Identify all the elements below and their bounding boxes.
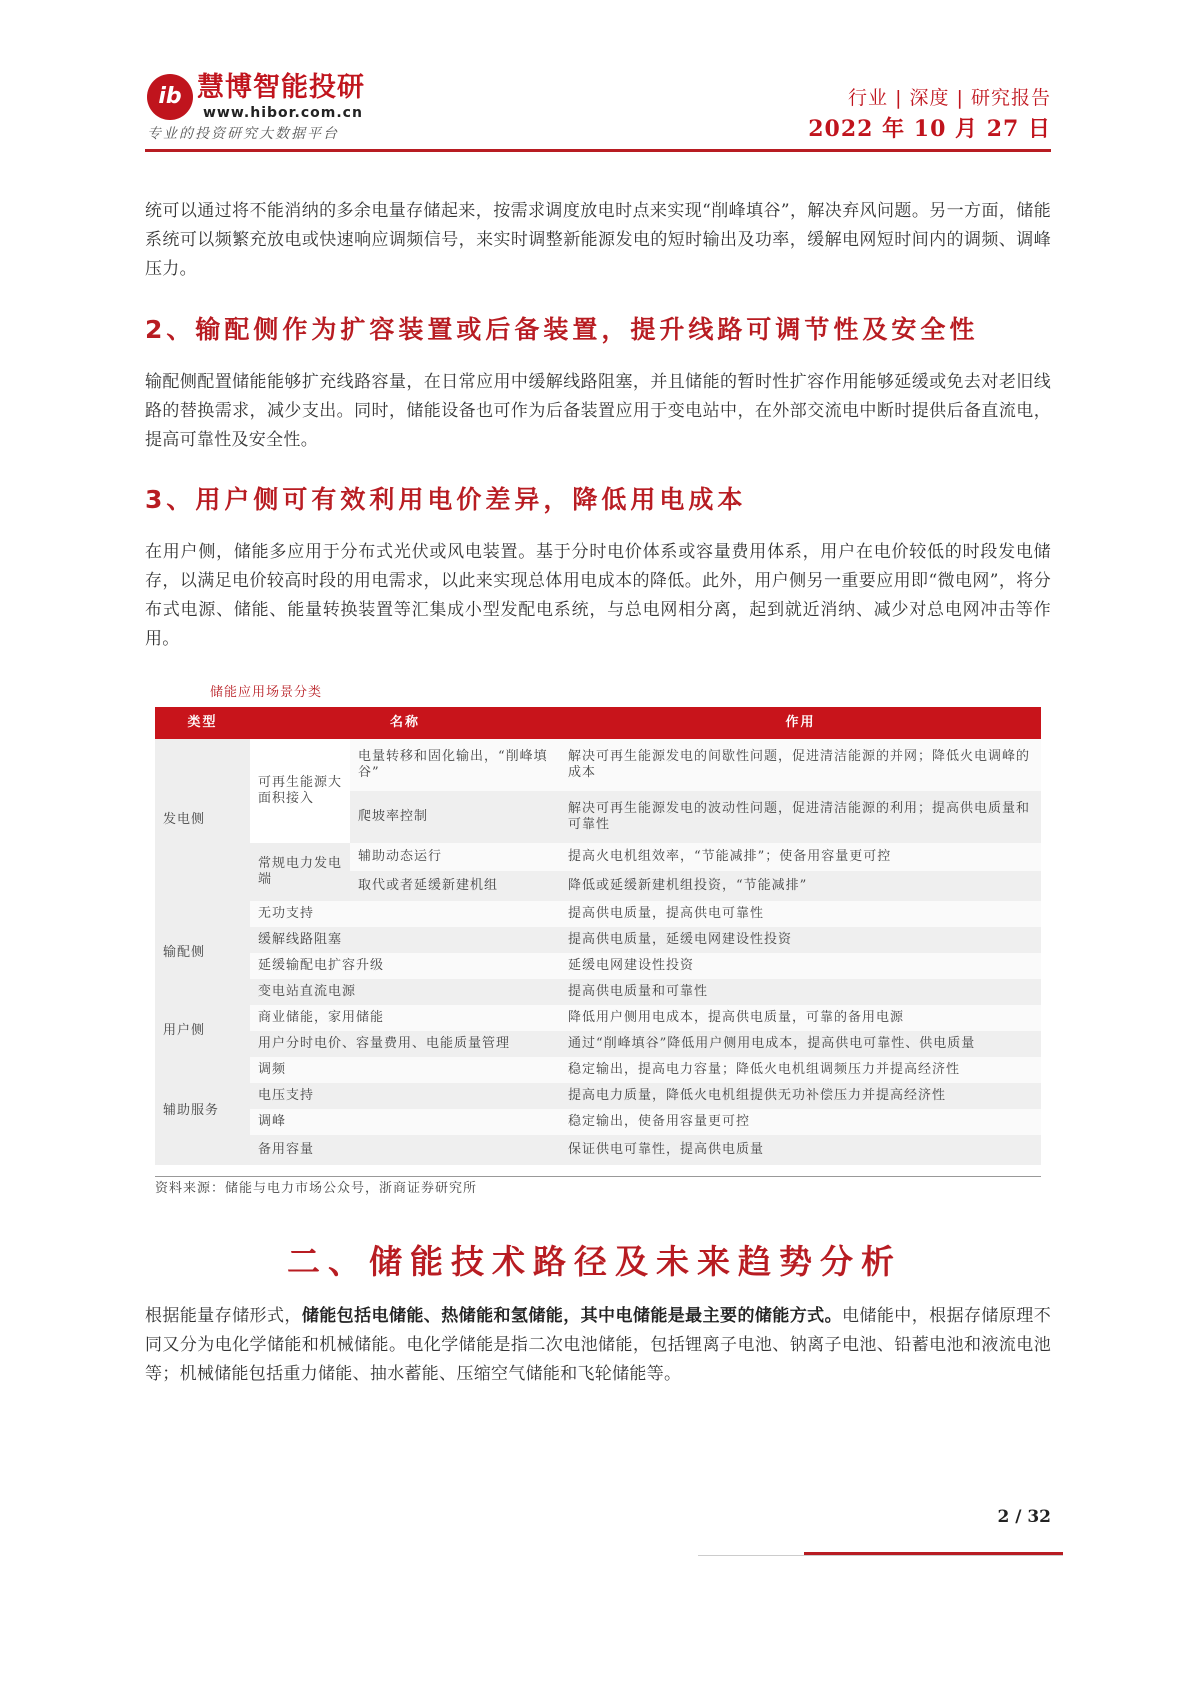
- page-header: [145, 68, 1051, 148]
- table-row: [155, 1109, 1041, 1135]
- subgroup-conventional: 常规电力发电端: [250, 843, 350, 901]
- brand-slogan: 专业的投资研究大数据平台: [147, 126, 339, 142]
- table-row: [155, 1083, 1041, 1109]
- row-name: 备用容量: [250, 1135, 560, 1165]
- site-url[interactable]: www.hibor.com.cn: [203, 105, 363, 121]
- row-effect: 提高供电质量，提高供电可靠性: [560, 901, 1041, 927]
- section-3-heading: 3、用户侧可有效利用电价差异，降低用电成本: [145, 485, 747, 514]
- header-divider: [145, 149, 1051, 152]
- report-meta: [808, 86, 1051, 144]
- col-header-type: 类型: [155, 707, 250, 739]
- row-effect: 解决可再生能源发电的波动性问题，促进清洁能源的利用；提高供电质量和可靠性: [560, 791, 1041, 843]
- chapter-2-text-end: 电储能中，根据存储原理不同又分为电化学储能和机械储能。电化学储能是指二次电池储能，包括锂离子电池、钠离子电池、铅蓄电池和液流电池等；机械储能包括重力储能、抽水蓄能、压缩空气储能和飞轮储能等。: [145, 1306, 1051, 1384]
- row-name: 调频: [250, 1057, 560, 1083]
- row-effect: 提高电力质量，降低火电机组提供无功补偿压力并提高经济性: [560, 1083, 1041, 1109]
- row-name: 用户分时电价、容量费用、电能质量管理: [250, 1031, 560, 1057]
- col-header-effect: 作用: [560, 707, 1041, 739]
- table-row: [155, 739, 1041, 791]
- table-row: [155, 843, 1041, 871]
- group-transmission: 输配侧: [155, 901, 250, 1005]
- table-title: 储能应用场景分类: [210, 685, 323, 700]
- brand-name: 慧博智能投研: [197, 72, 365, 103]
- table-row: [155, 1057, 1041, 1083]
- section-2-paragraph: 输配侧配置储能能够扩充线路容量，在日常应用中缓解线路阻塞，并且储能的暂时性扩容作用能够延缓或免去对老旧线路的替换需求，减少支出。同时，储能设备也可作为后备装置应用于变电站中，在外部交流电中断时提供后备直流电，提高可靠性及安全性。: [145, 372, 1051, 450]
- row-name: 无功支持: [250, 901, 560, 927]
- row-effect: 解决可再生能源发电的间歇性问题，促进清洁能源的并网；降低火电调峰的成本: [560, 739, 1041, 791]
- storage-application-table: [155, 707, 1041, 1165]
- row-effect: 通过“削峰填谷”降低用户侧用电成本，提高供电可靠性、供电质量: [560, 1031, 1041, 1057]
- table-row: [155, 1031, 1041, 1057]
- footer-accent-bar: [804, 1552, 1063, 1555]
- report-type: 行业 | 深度 | 研究报告: [848, 87, 1051, 109]
- group-auxiliary: 辅助服务: [155, 1057, 250, 1165]
- intro-paragraph: 统可以通过将不能消纳的多余电量存储起来，按需求调度放电时点来实现“削峰填谷”，解决弃风问题。另一方面，储能系统可以频繁充放电或快速响应调频信号，来实时调整新能源发电的短时输出及功率，缓解电网短时间内的调频、调峰压力。: [145, 201, 1051, 279]
- section-2-heading: 2、输配侧作为扩容装置或后备装置，提升线路可调节性及安全性: [145, 315, 979, 344]
- table-source-divider: [155, 1176, 1041, 1177]
- row-name: 取代或者延缓新建机组: [350, 871, 560, 901]
- page-number: 2 / 32: [997, 1507, 1051, 1527]
- table-row: [155, 979, 1041, 1005]
- table-source: 资料来源：储能与电力市场公众号，浙商证券研究所: [155, 1181, 478, 1196]
- row-name: 缓解线路阻塞: [250, 927, 560, 953]
- row-effect: 稳定输出，使备用容量更可控: [560, 1109, 1041, 1135]
- col-header-name: 名称: [250, 707, 560, 739]
- chapter-2-text-start: 根据能量存储形式，: [145, 1306, 302, 1326]
- table-header-row: [155, 707, 1041, 739]
- subgroup-renewable: 可再生能源大面积接入: [258, 775, 343, 806]
- table-row: [155, 1135, 1041, 1165]
- row-name: 电量转移和固化输出，“削峰填谷”: [350, 739, 560, 791]
- row-name: 变电站直流电源: [250, 979, 560, 1005]
- chapter-2-paragraph: [145, 1302, 1051, 1389]
- row-effect: 降低或延缓新建机组投资，“节能减排”: [560, 871, 1041, 901]
- row-effect: 稳定输出，提高电力容量；降低火电机组调频压力并提高经济性: [560, 1057, 1041, 1083]
- row-name: 辅助动态运行: [350, 843, 560, 871]
- row-name: 商业储能，家用储能: [250, 1005, 560, 1031]
- row-effect: 降低用户侧用电成本，提高供电质量，可靠的备用电源: [560, 1005, 1041, 1031]
- row-name: 调峰: [250, 1109, 560, 1135]
- row-name: 电压支持: [250, 1083, 560, 1109]
- row-effect: 提高供电质量，延缓电网建设性投资: [560, 927, 1041, 953]
- report-date: 2022 年 10 月 27 日: [808, 116, 1051, 142]
- row-effect: 提高供电质量和可靠性: [560, 979, 1041, 1005]
- chapter-2-heading: 二、储能技术路径及未来趋势分析: [287, 1242, 902, 1281]
- table-row: [155, 953, 1041, 979]
- hibor-logo-icon: ib: [147, 74, 193, 120]
- table-row: [155, 901, 1041, 927]
- row-name: 爬坡率控制: [350, 791, 560, 843]
- group-user: 用户侧: [155, 1005, 250, 1057]
- table-row: [155, 927, 1041, 953]
- table-row: [155, 1005, 1041, 1031]
- row-effect: 延缓电网建设性投资: [560, 953, 1041, 979]
- row-effect: 提高火电机组效率，“节能减排”；使备用容量更可控: [560, 843, 1041, 871]
- section-3-paragraph: 在用户侧，储能多应用于分布式光伏或风电装置。基于分时电价体系或容量费用体系，用户在电价较低的时段发电储存，以满足电价较高时段的用电需求，以此来实现总体用电成本的降低。此外，用户侧另一重要应用即“微电网”，将分布式电源、储能、能量转换装置等汇集成小型发配电系统，与总电网相分离，起到就近消纳、减少对总电网冲击等作用。: [145, 542, 1051, 649]
- group-generation: 发电侧: [155, 739, 250, 901]
- footer-divider: [698, 1555, 1063, 1556]
- chapter-2-key-point: 储能包括电储能、热储能和氢储能，其中电储能是最主要的储能方式。: [301, 1306, 843, 1326]
- row-name: 延缓输配电扩容升级: [250, 953, 560, 979]
- row-effect: 保证供电可靠性，提高供电质量: [560, 1135, 1041, 1165]
